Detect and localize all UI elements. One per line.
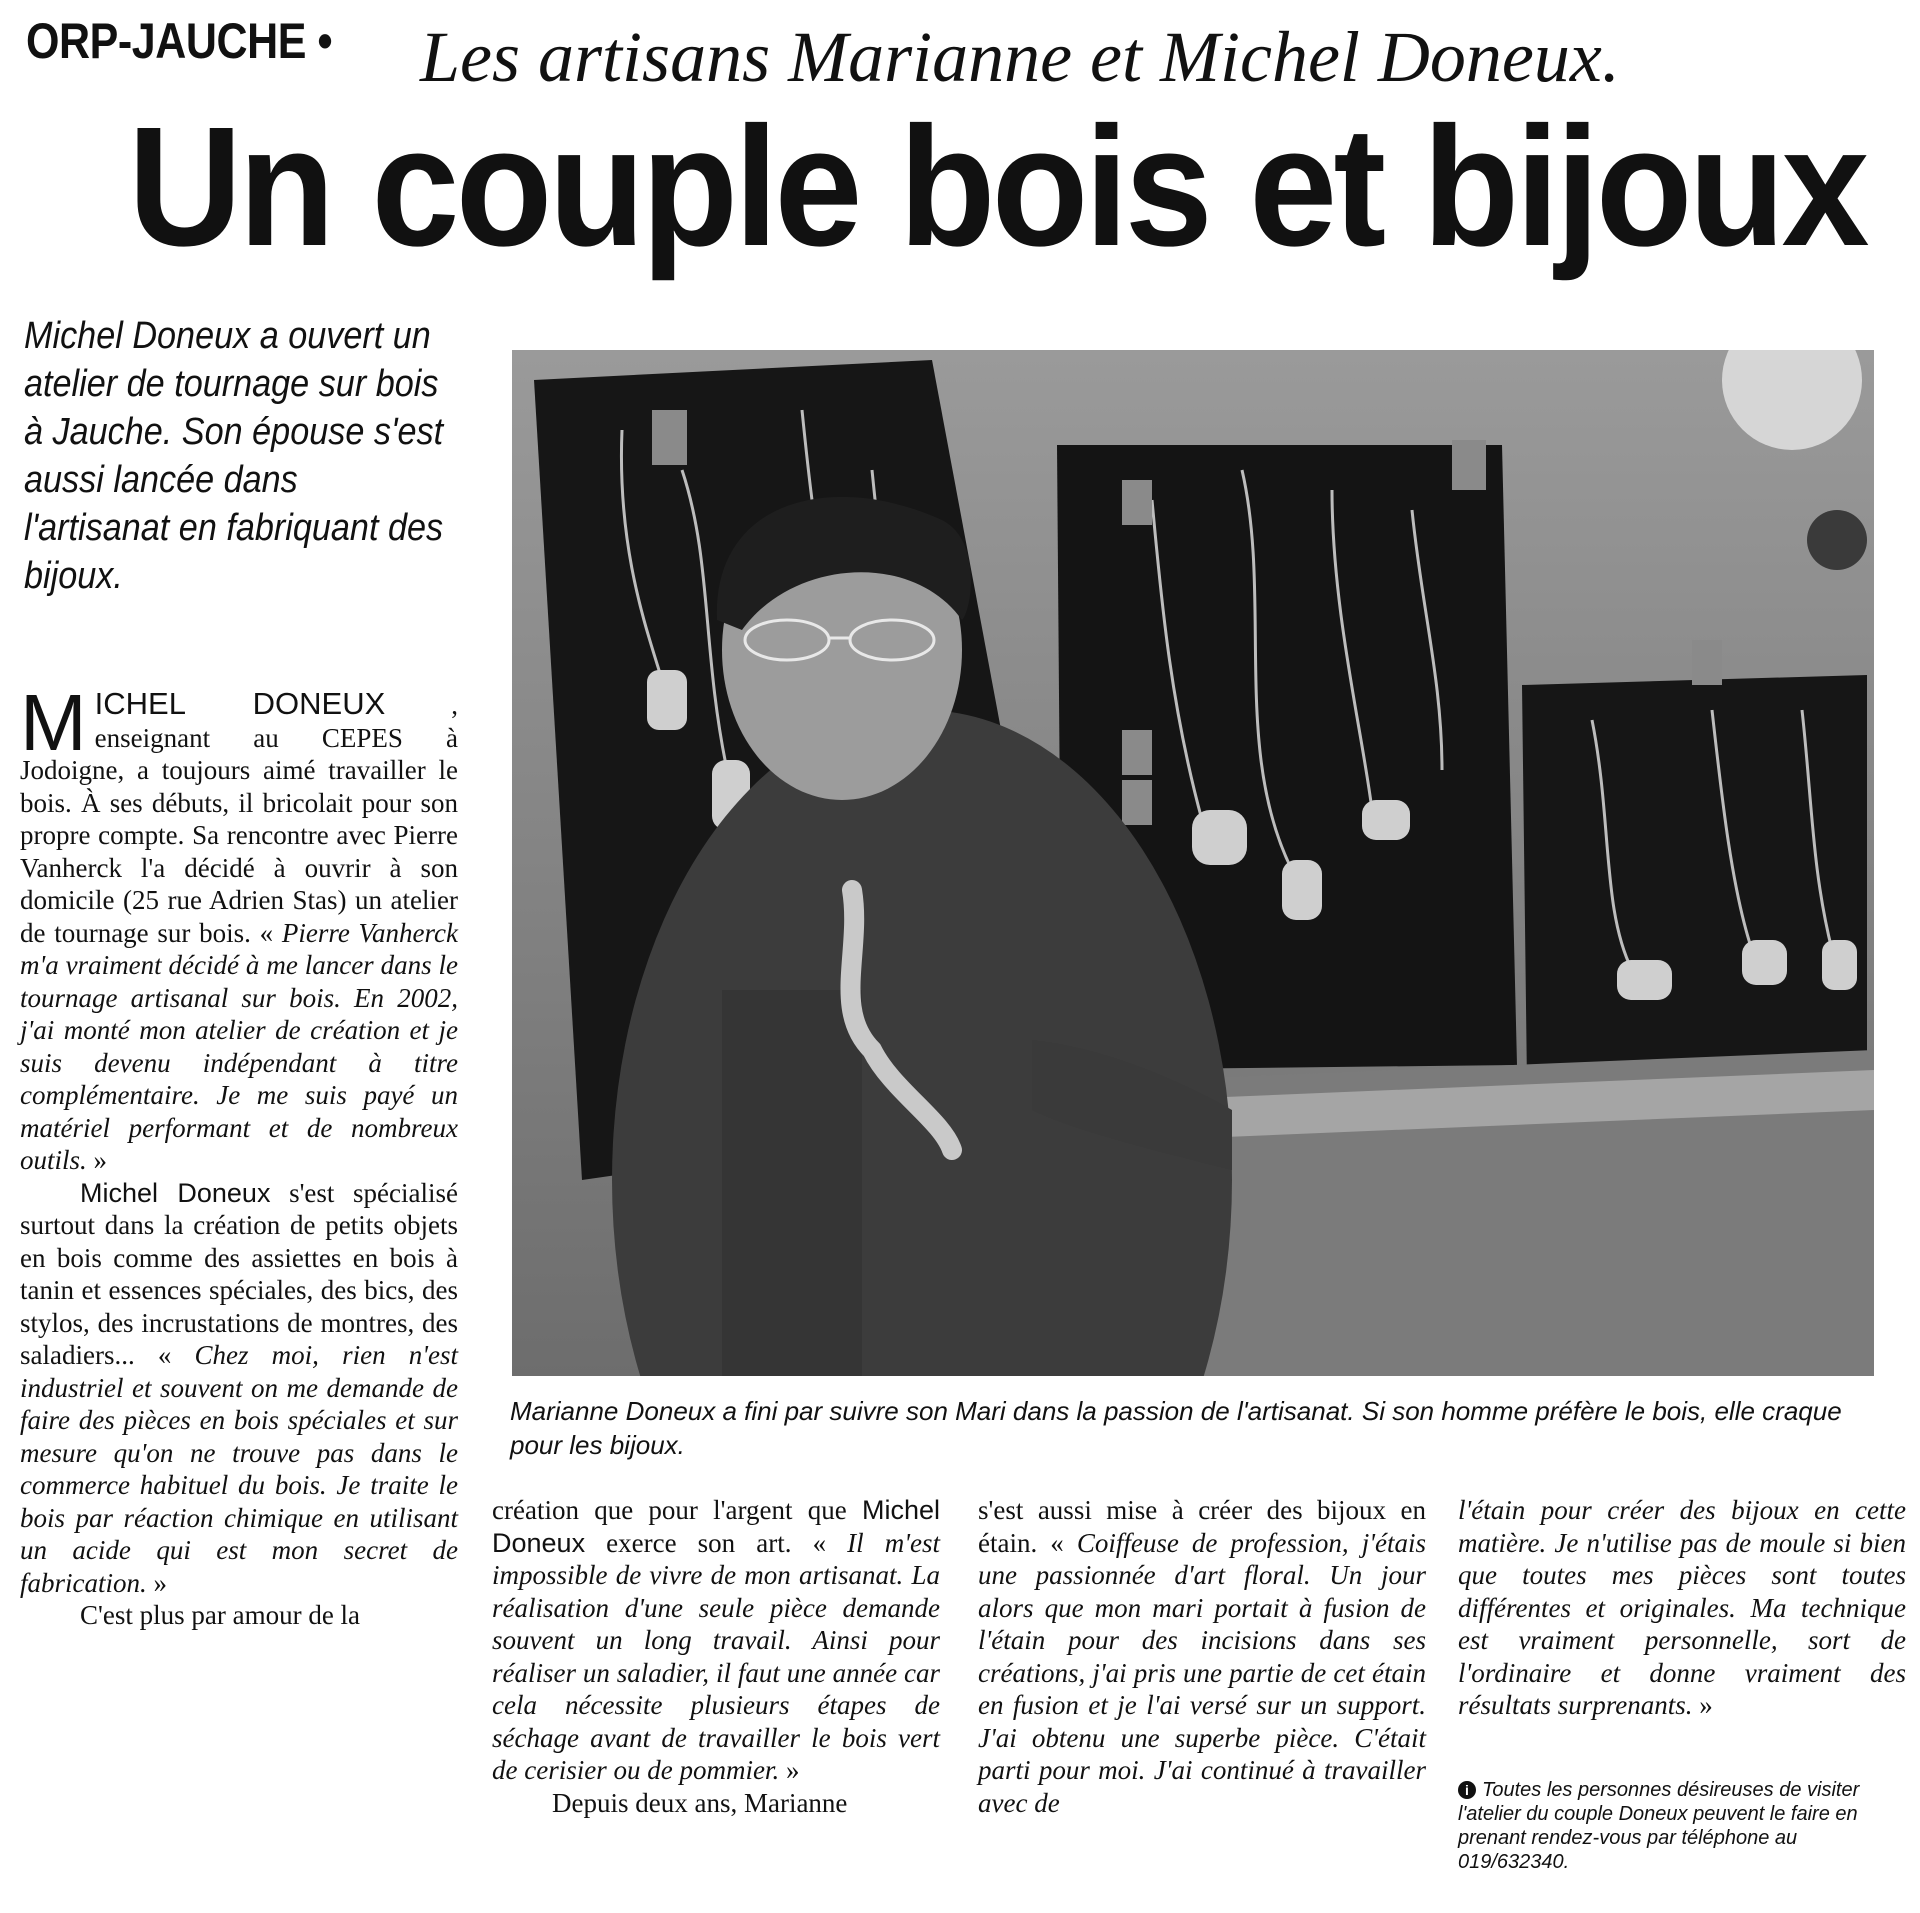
person-name: Michel Doneux: [492, 1495, 940, 1558]
article-headline: Un couple bois et bijoux: [128, 92, 1866, 282]
quote-text: Coiffeuse de profession, j'étais une passionnée d'art floral. Un jour alors que mon mari portait à fusion de l'étain pour des incisions dans ses créations, j'ai pris une partie de cet étain en fusion et je l'ai versé sur un support. J'ai obtenu une superbe pièce. C'était parti pour moi. J'ai continué à travailler avec de: [978, 1527, 1427, 1818]
paragraph: [978, 1494, 1426, 1819]
person-name: Michel Doneux: [80, 1177, 271, 1208]
quote-close: »: [1699, 1690, 1713, 1720]
paragraph-text: création que pour l'argent que: [492, 1495, 847, 1525]
paragraph-text: , enseignant au CEPES à Jodoigne, a toujours aimé travailler le bois. À ses débuts, il bricolait pour son propre compte. Sa rencontre avec Pierre Vanherck l'a décidé à ouvrir à son domicile (25 rue Adrien Stas) un atelier de tournage sur bois. «: [20, 690, 458, 948]
author-name: ICHEL DONEUX: [94, 686, 386, 721]
quote-close: »: [785, 1755, 800, 1785]
article-column-1: [20, 678, 459, 1632]
paragraph: C'est plus par amour de la: [80, 1600, 361, 1630]
article-column-3: [978, 1494, 1426, 1819]
paragraph-text: s'est spécialisé surtout dans la création de petits objets en bois comme des assiettes en bois à tanin et essences spéciales, des bics, des stylos, des incrustations de montres, des saladiers... «: [20, 1177, 458, 1370]
paragraph-text: s'est aussi mise à créer des bijoux en étain. «: [978, 1495, 1426, 1558]
quote-text: l'étain pour créer des bijoux en cette matière. Je n'utilise pas de moule si bien que toutes mes pièces sont toutes différentes et originales. Ma technique est vraiment personnelle, sort de l'ordinaire et donne vraiment des résultats surprenants.: [1458, 1495, 1906, 1720]
paragraph: [492, 1494, 940, 1787]
article-column-4: [1458, 1494, 1906, 1722]
section-kicker: ORP-JAUCHE •: [26, 13, 333, 69]
article-photo: [512, 350, 1874, 1376]
quote-text: Chez moi, rien n'est industriel et souvent on me demande de faire des pièces en bois spéciales et sur mesure qu'on ne trouve pas dans le commerce habituel du bois. Je traite le bois par réaction chimique en utilisant un acide qui est mon secret de fabrication.: [20, 1340, 459, 1598]
drop-cap: M: [20, 678, 87, 767]
photo-caption: Marianne Doneux a fini par suivre son Mari dans la passion de l'artisanat. Si son homme préfère le bois, elle craque pour les bijoux.: [510, 1396, 1842, 1460]
paragraph: [20, 678, 459, 1177]
quote-close: »: [153, 1567, 167, 1598]
article-lead: Michel Doneux a ouvert un atelier de tournage sur bois à Jauche. Son épouse s'est aussi lancée dans l'artisanat en fabriquant des bijoux.: [24, 315, 444, 597]
photo-illustration: [512, 350, 1874, 1376]
info-icon: i: [1458, 1781, 1476, 1799]
quote-text: Il m'est impossible de vivre de mon artisanat. La réalisation d'une seule pièce demande souvent un long travail. Ainsi pour réaliser un saladier, il faut une année car cela nécessite plusieurs étapes de séchage avant de travailler le bois vert de cerisier ou de pommier.: [492, 1527, 941, 1785]
quote-close: »: [93, 1145, 108, 1175]
quote-text: Pierre Vanherck m'a vraiment décidé à me lancer dans le tournage artisanal sur bois. En 2002, j'ai monté mon atelier de création et je suis devenu indépendant à titre complémentaire. Je me suis payé un matériel performant et de nombreux outils.: [20, 917, 459, 1175]
article-column-2: [492, 1494, 940, 1819]
paragraph-text: exerce son art. «: [606, 1527, 827, 1558]
info-text: Toutes les personnes désireuses de visiter l'atelier du couple Doneux peuvent le faire en prenant rendez-vous par téléphone au 019/632340.: [1458, 1779, 1860, 1873]
jewelry-panel-right: [1522, 675, 1867, 1095]
paragraph: [1458, 1494, 1906, 1722]
info-box: [1458, 1778, 1908, 1874]
article-subtitle: Les artisans Marianne et Michel Doneux.: [420, 17, 1620, 97]
paragraph: Depuis deux ans, Marianne: [552, 1787, 848, 1818]
paragraph: [20, 1177, 458, 1600]
